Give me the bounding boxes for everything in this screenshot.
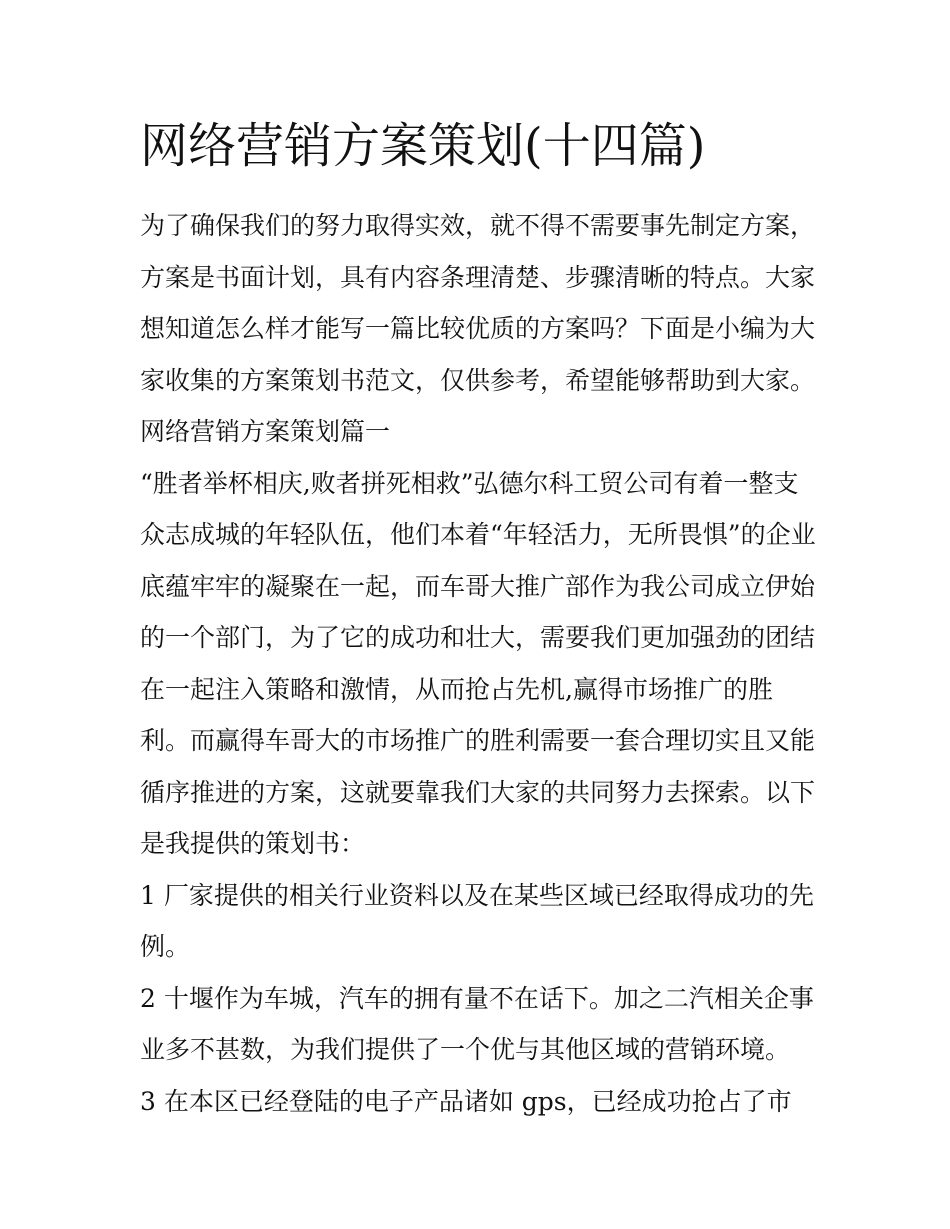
body-line: 为了确保我们的努力取得实效，就不得不需要事先制定方案，	[140, 211, 816, 240]
body-line: “胜者举杯相庆,败者拼死相救”弘德尔科工贸公司有着一整支	[140, 468, 799, 498]
document-title: 网络营销方案策划(十四篇)	[140, 118, 706, 174]
body-line: 方案是书面计划，具有内容条理清楚、步骤清晰的特点。大家	[140, 262, 816, 292]
list-item: 2 十堰作为车城，汽车的拥有量不在话下。加之二汽相关企事	[140, 983, 814, 1013]
body-line: 利。而赢得车哥大的市场推广的胜利需要一套合理切实且又能	[140, 726, 816, 755]
body-line: 在一起注入策略和激情，从而抢占先机,赢得市场推广的胜	[140, 674, 773, 704]
body-line: 是我提供的策划书：	[140, 829, 366, 858]
list-item: 1 厂家提供的相关行业资料以及在某些区域已经取得成功的先	[140, 880, 814, 910]
body-line: 的一个部门，为了它的成功和壮大，需要我们更加强劲的团结	[140, 623, 816, 652]
body-line: 众志成城的年轻队伍，他们本着“年轻活力，无所畏惧”的企业	[140, 520, 816, 549]
body-line: 底蕴牢牢的凝聚在一起，而车哥大推广部作为我公司成立伊始	[140, 571, 816, 601]
body-line: 家收集的方案策划书范文，仅供参考，希望能够帮助到大家。	[140, 365, 816, 395]
document-body	[140, 200, 820, 1127]
list-item-continuation: 业多不甚数，为我们提供了一个优与其他区域的营销环境。	[140, 1035, 791, 1064]
body-line: 循序推进的方案，这就要靠我们大家的共同努力去探索。以下	[140, 777, 816, 807]
body-line: 想知道怎么样才能写一篇比较优质的方案吗？下面是小编为大	[140, 314, 816, 343]
section-heading: 网络营销方案策划篇一	[140, 417, 391, 446]
list-item-continuation: 例。	[140, 932, 191, 961]
list-item: 3 在本区已经登陆的电子产品诸如 gps，已经成功抢占了市	[140, 1086, 792, 1116]
